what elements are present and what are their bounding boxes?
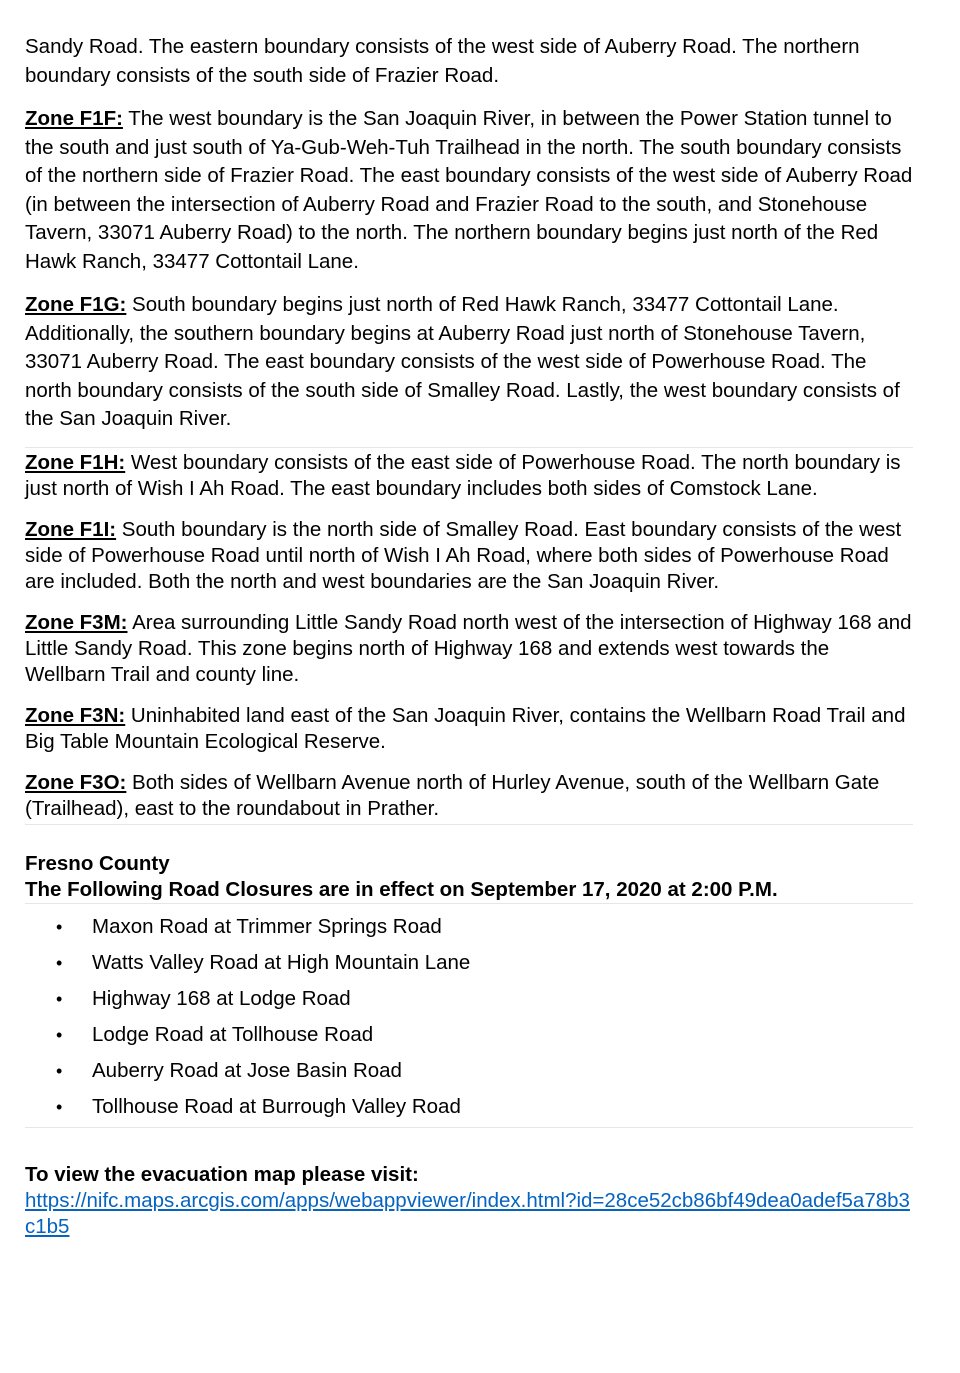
zone-f1i-paragraph — [25, 517, 913, 595]
bullet-icon: • — [56, 1060, 63, 1081]
bullet-icon: • — [56, 916, 63, 937]
road-closures-list — [25, 909, 913, 1128]
zone-continued-text: Sandy Road. The eastern boundary consists of the west side of Auberry Road. The northern boundary consists of the south side of Frazier Road. — [25, 35, 860, 87]
list-item — [25, 1017, 913, 1053]
evacuation-map-label: To view the evacuation map please visit: — [25, 1162, 419, 1186]
zone-f1h-label: Zone F1H: — [25, 450, 126, 474]
list-item — [25, 1089, 913, 1125]
list-item — [25, 981, 913, 1017]
zone-f1h-text: West boundary consists of the east side of Powerhouse Road. The north boundary is just north of Wish I Ah Road. The east boundary includes both sides of Comstock Lane. — [25, 450, 901, 500]
zone-f3n-text: Uninhabited land east of the San Joaquin River, contains the Wellbarn Road Trail and Big Table Mountain Ecological Reserve. — [25, 703, 906, 753]
zone-f1g-label: Zone F1G: — [25, 293, 127, 316]
zone-f3n-paragraph — [25, 703, 913, 755]
bullet-icon: • — [56, 988, 63, 1009]
county-heading: Fresno County — [25, 851, 170, 875]
zone-f1f-label: Zone F1F: — [25, 107, 123, 130]
zone-f1f-text: The west boundary is the San Joaquin River, in between the Power Station tunnel to the south and just south of Ya-Gub-Weh-Tuh Trailhead in the north. The south boundary consists of the northern side of Frazier Road. The east boundary consists of the west side of Auberry Road (in between the intersection of Auberry Road and Frazier Road to the south, and Stonehouse Tavern, 33071 Auberry Road) to the north. The northern boundary begins just north of the Red Hawk Ranch, 33477 Cottontail Lane. — [25, 107, 913, 273]
zone-f3o-paragraph — [25, 770, 913, 825]
list-item-text: Lodge Road at Tollhouse Road — [92, 1022, 374, 1046]
road-closures-header — [25, 851, 913, 904]
evacuation-map-section — [25, 1162, 913, 1240]
list-item — [25, 1053, 913, 1089]
list-item — [25, 945, 913, 981]
bullet-icon: • — [56, 1096, 63, 1117]
zone-continued-paragraph — [25, 33, 913, 90]
zone-f1g-paragraph — [25, 291, 913, 448]
zone-f3n-label: Zone F3N: — [25, 703, 126, 727]
zone-f1g-text: South boundary begins just north of Red Hawk Ranch, 33477 Cottontail Lane. Additionally, the southern boundary begins at Auberry Road just north of Stonehouse Tavern, 33071 Auberry Road. The east boundary consists of the west side of Powerhouse Road. The north boundary consists of the south side of Smalley Road. Lastly, the west boundary consists of the San Joaquin River. — [25, 293, 900, 430]
evacuation-map-link[interactable]: https://nifc.maps.arcgis.com/apps/webappviewer/index.html?id=28ce52cb86bf49dea0adef5a78b3c1b5 — [25, 1188, 910, 1238]
zone-f3m-label: Zone F3M: — [25, 610, 128, 634]
list-item-text: Auberry Road at Jose Basin Road — [92, 1058, 402, 1082]
list-item-text: Maxon Road at Trimmer Springs Road — [92, 914, 442, 938]
closures-heading: The Following Road Closures are in effect on September 17, 2020 at 2:00 P.M. — [25, 877, 778, 901]
list-item-text: Highway 168 at Lodge Road — [92, 986, 351, 1010]
bullet-icon: • — [56, 952, 63, 973]
list-item — [25, 909, 913, 945]
zone-f1h-paragraph — [25, 450, 913, 502]
list-item-text: Watts Valley Road at High Mountain Lane — [92, 950, 471, 974]
list-item-text: Tollhouse Road at Burrough Valley Road — [92, 1094, 461, 1118]
zone-f3o-label: Zone F3O: — [25, 770, 127, 794]
zone-f3m-paragraph — [25, 610, 913, 688]
zone-f3o-text: Both sides of Wellbarn Avenue north of Hurley Avenue, south of the Wellbarn Gate (Trailhead), east to the roundabout in Prather. — [25, 770, 880, 820]
zone-f3m-text: Area surrounding Little Sandy Road north west of the intersection of Highway 168 and Little Sandy Road. This zone begins north of Highway 168 and extends west towards the Wellbarn Trail and county line. — [25, 610, 912, 686]
zone-f1f-paragraph — [25, 105, 913, 276]
zone-f1i-label: Zone F1I: — [25, 517, 117, 541]
bullet-icon: • — [56, 1024, 63, 1045]
document-page — [25, 33, 913, 1240]
zone-f1i-text: South boundary is the north side of Smalley Road. East boundary consists of the west side of Powerhouse Road until north of Wish I Ah Road, where both sides of Powerhouse Road are included. Both the north and west boundaries are the San Joaquin River. — [25, 517, 902, 593]
